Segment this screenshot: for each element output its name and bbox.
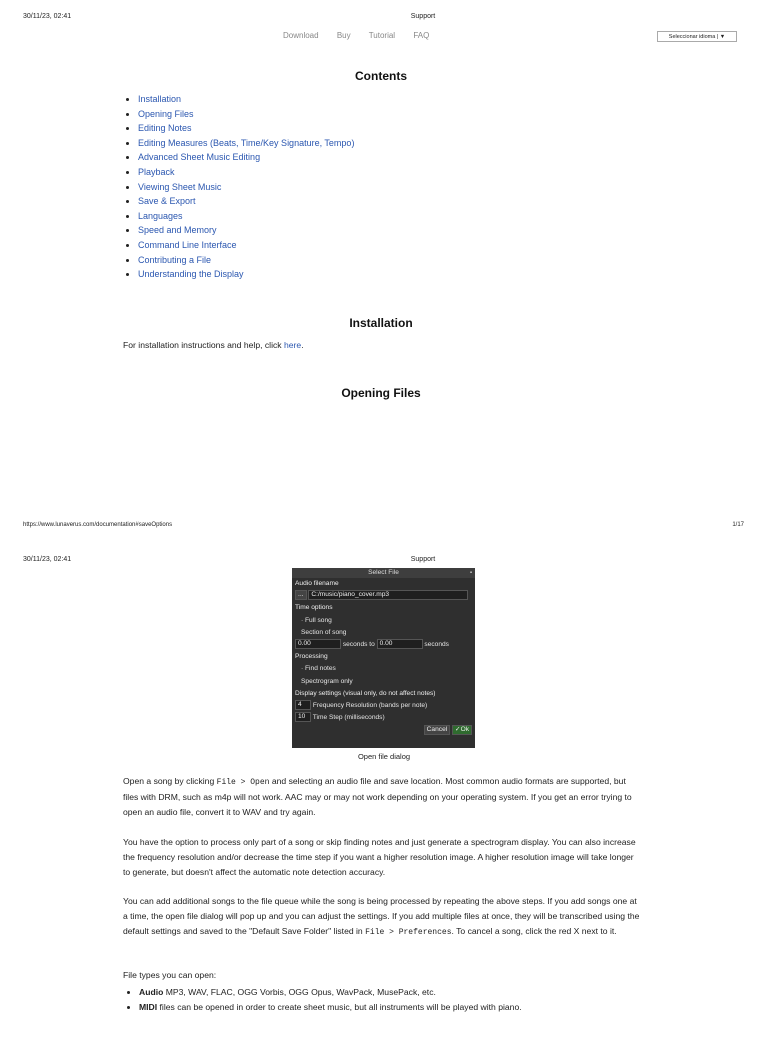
processing-label: Processing (295, 653, 328, 661)
end-seconds-input[interactable]: 0.00 (377, 639, 423, 649)
cancel-button[interactable]: Cancel (424, 725, 451, 735)
frequency-row (292, 700, 475, 712)
toc-link-editing-measures[interactable]: Editing Measures (Beats, Time/Key Signature, Tempo) (138, 137, 355, 148)
toc-link-display[interactable]: Understanding the Display (138, 269, 244, 280)
toc-link-installation[interactable]: Installation (138, 94, 182, 104)
toc-item (138, 195, 354, 210)
file-type-name: Audio (139, 987, 164, 997)
paragraph-file-queue (123, 894, 643, 940)
page-2 (0, 549, 768, 1061)
footer-url: https://www.lunaverus.com/documentation#saveOptions (23, 522, 173, 528)
list-item (139, 985, 522, 1000)
toc-link-playback[interactable]: Playback (138, 166, 175, 177)
display-settings-label: Display settings (visual only, do not affect notes) (295, 689, 436, 697)
toc-item (138, 210, 354, 225)
toc-item (138, 151, 354, 166)
seconds-label: seconds (424, 640, 449, 648)
para1-text-a: Open a song by clicking (123, 776, 217, 786)
nav-buy[interactable]: Buy (336, 31, 351, 40)
toc-link-opening-files[interactable]: Opening Files (138, 108, 194, 119)
time-step-row (292, 712, 475, 724)
installation-text (123, 338, 643, 353)
installation-heading: Installation (349, 316, 413, 330)
nav-tutorial[interactable]: Tutorial (368, 31, 396, 40)
spectrogram-only-radio[interactable]: Spectrogram only (301, 677, 353, 685)
file-type-desc: MP3, WAV, FLAC, OGG Vorbis, OGG Opus, WavPack, MusePack, etc. (163, 987, 436, 997)
toc-item (138, 224, 354, 239)
page-1 (0, 0, 768, 512)
file-type-desc: files can be opened in order to create sheet music, but all instruments will be played with piano. (157, 1002, 522, 1012)
paragraph-file-types: File types you can open: (123, 970, 217, 980)
filename-row (292, 590, 475, 602)
full-song-radio[interactable]: · Full song (301, 616, 332, 624)
nav-download[interactable]: Download (283, 31, 319, 40)
toc-link-contributing[interactable]: Contributing a File (138, 254, 212, 265)
contents-list (124, 93, 354, 283)
toc-link-editing-notes[interactable]: Editing Notes (138, 123, 192, 134)
toc-item (138, 108, 354, 123)
toc-link-speed-memory[interactable]: Speed and Memory (138, 225, 217, 236)
toc-item (138, 239, 354, 254)
contents-heading: Contents (355, 69, 407, 83)
para3-text-b: . To cancel a song, click the red X next to it. (451, 926, 617, 936)
toc-item (138, 93, 354, 108)
top-nav (283, 31, 445, 40)
toc-link-viewing[interactable]: Viewing Sheet Music (138, 181, 222, 192)
toc-item (138, 122, 354, 137)
seconds-to-label: seconds to (342, 640, 375, 648)
print-title-2: Support (410, 556, 436, 563)
ok-button[interactable]: ✓Ok (452, 725, 472, 735)
installation-text-before: For installation instructions and help, click (123, 340, 284, 350)
time-step-label: Time Step (milliseconds) (312, 714, 385, 722)
toc-link-languages[interactable]: Languages (138, 210, 183, 221)
list-item (139, 1000, 522, 1015)
language-select[interactable]: Seleccionar idioma | ▼ (657, 31, 737, 42)
frequency-resolution-input[interactable]: 4 (295, 700, 311, 710)
print-title: Support (410, 13, 436, 20)
nav-faq[interactable]: FAQ (413, 31, 430, 40)
audio-filename-label: Audio filename (295, 580, 339, 587)
section-of-song-radio[interactable]: Section of song (301, 628, 347, 636)
close-icon[interactable]: ▪ (469, 570, 472, 576)
file-type-name: MIDI (139, 1002, 158, 1012)
print-datetime: 30/11/23, 02:41 (23, 13, 72, 20)
para3-text-a: You can add additional songs to the file queue while the song is being processed by repeating the above steps. If you add songs one at a time, the open file dialog will pop up and you can adjust the settings. If you add multiple files at once, they will be transcribed using the default settings and saved to the "Default Save Folder" listed in (123, 896, 640, 936)
find-notes-radio[interactable]: · Find notes (301, 665, 336, 673)
filename-input[interactable]: C:/music/piano_cover.mp3 (308, 590, 468, 600)
dialog-title: Select File (368, 569, 399, 576)
print-datetime-2: 30/11/23, 02:41 (23, 556, 72, 563)
dialog-buttons (292, 724, 475, 736)
section-range-row (292, 639, 475, 651)
time-options-label: Time options (295, 604, 333, 612)
para1-code: File > Open (216, 778, 270, 787)
toc-item (138, 254, 354, 269)
toc-link-save-export[interactable]: Save & Export (138, 196, 196, 207)
opening-files-heading: Opening Files (341, 386, 421, 400)
toc-item (138, 137, 354, 152)
file-types-list (125, 985, 522, 1015)
para3-code: File > Preferences (365, 928, 452, 937)
para1-text-b: and selecting an audio file and save location. Most common audio formats are supported, but files with DRM, such as m4p will not work. AAC may or may not work depending on your operating system. If you get an error trying to open an audio file, convert it to WAV and try again. (123, 776, 632, 817)
select-file-dialog (292, 568, 475, 748)
figure-caption: Open file dialog (357, 752, 411, 761)
toc-link-advanced-editing[interactable]: Advanced Sheet Music Editing (138, 152, 261, 163)
paragraph-open-song (123, 774, 643, 820)
toc-item (138, 181, 354, 196)
start-seconds-input[interactable]: 0.00 (295, 639, 341, 649)
browse-button[interactable]: ... (295, 590, 307, 600)
dialog-title-bar (292, 568, 475, 578)
toc-link-cli[interactable]: Command Line Interface (138, 239, 237, 250)
toc-item (138, 268, 354, 283)
paragraph-process-options: You have the option to process only part of a song or skip finding notes and just generate a spectrogram display. You can also increase the frequency resolution and/or decrease the time step if you want a higher resolution image. A higher resolution image will take longer to generate, but doesn't affect the automatic note detection accuracy. (123, 837, 636, 877)
frequency-resolution-label: Frequency Resolution (bands per note) (312, 701, 428, 709)
time-step-input[interactable]: 10 (295, 712, 311, 722)
toc-item (138, 166, 354, 181)
footer-page-number: 1/17 (732, 522, 744, 528)
installation-here-link[interactable]: here (283, 340, 302, 350)
installation-text-after: . (301, 340, 304, 350)
